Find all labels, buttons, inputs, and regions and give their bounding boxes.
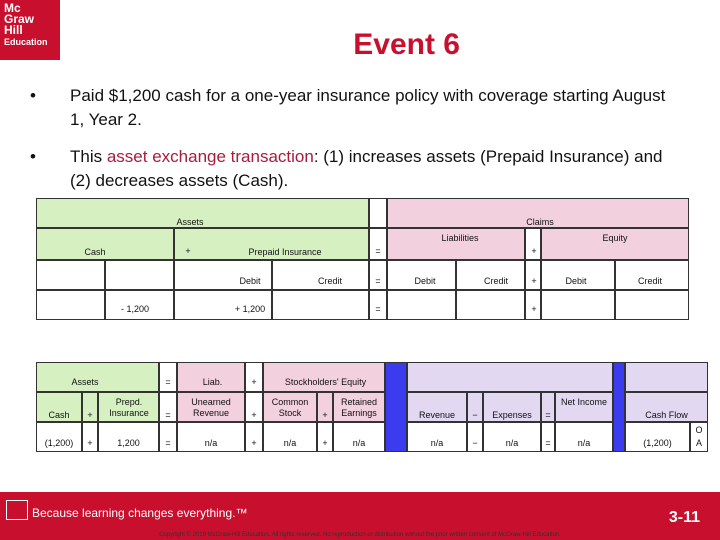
claims-header: Claims bbox=[526, 217, 554, 227]
footer-tagline: Because learning changes everything.™ bbox=[32, 506, 248, 520]
bullet-2: • This asset exchange transaction: (1) increases assets (Prepaid Insurance) and (2) decreases assets (Cash). bbox=[30, 147, 663, 190]
liabilities-label: Liabilities bbox=[441, 233, 479, 243]
page-number: 3-11 bbox=[668, 509, 700, 526]
mcgraw-hill-logo: Mc Graw Hill Education bbox=[0, 0, 60, 60]
model-assets: Assets bbox=[71, 377, 99, 387]
brand-mark-icon bbox=[6, 500, 28, 520]
highlight-text: asset exchange transaction bbox=[106, 147, 314, 166]
prepaid-amount: + 1,200 bbox=[234, 304, 266, 314]
row-prepd: 1,200 bbox=[117, 438, 140, 448]
equity-label: Equity bbox=[602, 233, 628, 243]
prepaid-label: Prepaid Insurance bbox=[248, 247, 322, 257]
bullet-1: • Paid $1,200 cash for a one-year insurance policy with coverage starting August 1, Year 2. bbox=[30, 86, 666, 129]
slide-title: Event 6 bbox=[353, 28, 460, 61]
cash-amount: - 1,200 bbox=[120, 304, 150, 314]
model-liab: Liab. bbox=[202, 377, 223, 387]
row-cash: (1,200) bbox=[44, 438, 74, 448]
row-cashflow: (1,200) bbox=[643, 438, 672, 448]
assets-header: Assets bbox=[176, 217, 204, 227]
cash-label: Cash bbox=[84, 247, 106, 257]
model-se: Stockholders' Equity bbox=[284, 377, 367, 387]
copyright: Copyright © 2019 McGraw-Hill Education. All rights reserved. No reproduction or distribution without the prior written consent of McGraw-Hill Education. bbox=[159, 532, 561, 538]
